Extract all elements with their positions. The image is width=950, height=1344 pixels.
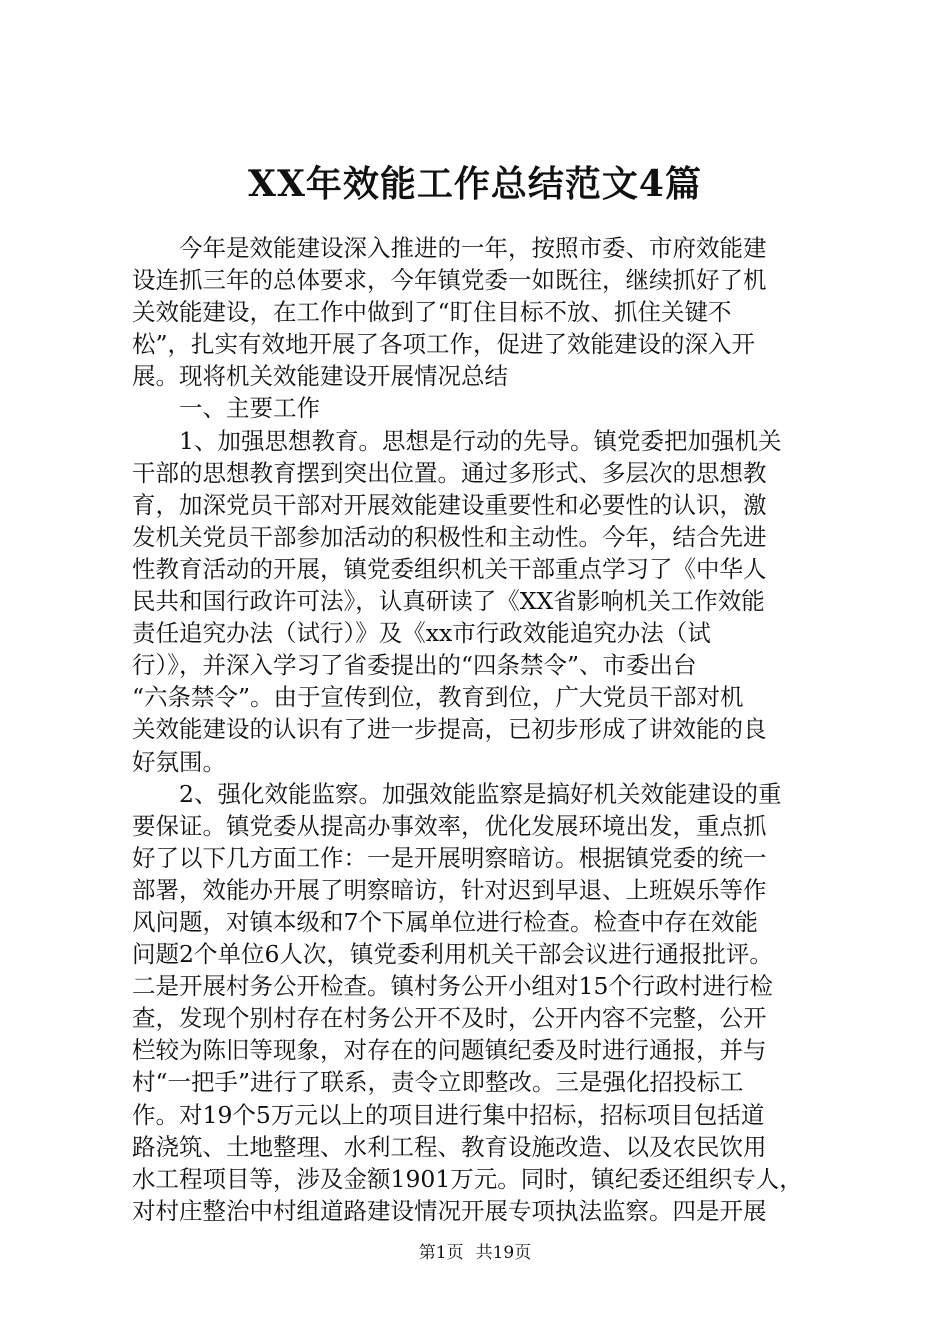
- text-line: 关效能建设的认识有了进一步提高，已初步形成了讲效能的良: [132, 715, 767, 744]
- page-footer: [0, 1241, 950, 1265]
- text-line: 2、强化效能监察。加强效能监察是搞好机关效能建设的重: [132, 779, 782, 808]
- text-line: 好氛围。: [132, 747, 226, 776]
- text-line: 发机关党员干部参加活动的积极性和主动性。今年，结合先进: [132, 522, 767, 551]
- text-line: 关效能建设，在工作中做到了“盯住目标不放、抓住关键不: [132, 298, 732, 327]
- text-line: 松”，扎实有效地开展了各项工作，促进了效能建设的深入开: [132, 330, 756, 359]
- text-line: 育，加深党员干部对开展效能建设重要性和必要性的认识，激: [132, 490, 767, 519]
- text-line: 干部的思想教育摆到突出位置。通过多形式、多层次的思想教: [132, 458, 767, 487]
- text-line: 性教育活动的开展，镇党委组织机关干部重点学习了《中华人: [132, 554, 767, 583]
- text-line: 查，发现个别村存在村务公开不及时，公开内容不完整，公开: [132, 1004, 767, 1033]
- text-line: 设连抓三年的总体要求，今年镇党委一如既往，继续抓好了机: [132, 266, 767, 295]
- document-body: [132, 232, 828, 1227]
- text-line: 好了以下几方面工作：一是开展明察暗访。根据镇党委的统一: [132, 843, 767, 872]
- text-line: 路浇筑、土地整理、水利工程、教育设施改造、以及农民饮用: [132, 1132, 767, 1161]
- text-line: 水工程项目等，涉及金额1901万元。同时，镇纪委还组织专人，: [132, 1164, 803, 1193]
- text-line: 作。对19个5万元以上的项目进行集中招标，招标项目包括道: [132, 1100, 765, 1129]
- text-line: 展。现将机关效能建设开展情况总结: [132, 362, 508, 391]
- text-line: 栏较为陈旧等现象，对存在的问题镇纪委及时进行通报，并与: [132, 1036, 767, 1065]
- text-line: 今年是效能建设深入推进的一年，按照市委、市府效能建: [132, 234, 767, 262]
- document-title: XX年效能工作总结范文4篇: [248, 163, 702, 205]
- page-total: 共19页: [475, 1243, 532, 1263]
- page-number: 第1页: [418, 1243, 464, 1263]
- section-heading: 一、主要工作: [132, 394, 320, 423]
- text-line: 风问题，对镇本级和7个下属单位进行检查。检查中存在效能: [132, 907, 758, 936]
- text-line: 对村庄整治中村组道路建设情况开展专项执法监察。四是开展: [132, 1196, 767, 1225]
- text-line: 1、加强思想教育。思想是行动的先导。镇党委把加强机关: [132, 426, 782, 455]
- text-line: 要保证。镇党委从提高办事效率，优化发展环境出发，重点抓: [132, 811, 767, 840]
- text-line: 行）》，并深入学习了省委提出的“四条禁令”、市委出台: [132, 651, 697, 680]
- text-line: 二是开展村务公开检查。镇村务公开小组对15个行政村进行检: [132, 972, 773, 1001]
- text-line: 责任追究办法（试行）》及《xx市行政效能追究办法（试: [132, 619, 711, 648]
- text-line: “六条禁令”。由于宣传到位，教育到位，广大党员干部对机: [132, 683, 744, 712]
- text-line: 问题2个单位6人次，镇党委利用机关干部会议进行通报批评。: [132, 940, 773, 969]
- text-line: 部署，效能办开展了明察暗访，针对迟到早退、上班娱乐等作: [132, 875, 767, 904]
- text-line: 村“一把手”进行了联系，责令立即整改。三是强化招投标工: [132, 1068, 744, 1097]
- text-line: 民共和国行政许可法》，认真研读了《XX省影响机关工作效能: [132, 587, 765, 616]
